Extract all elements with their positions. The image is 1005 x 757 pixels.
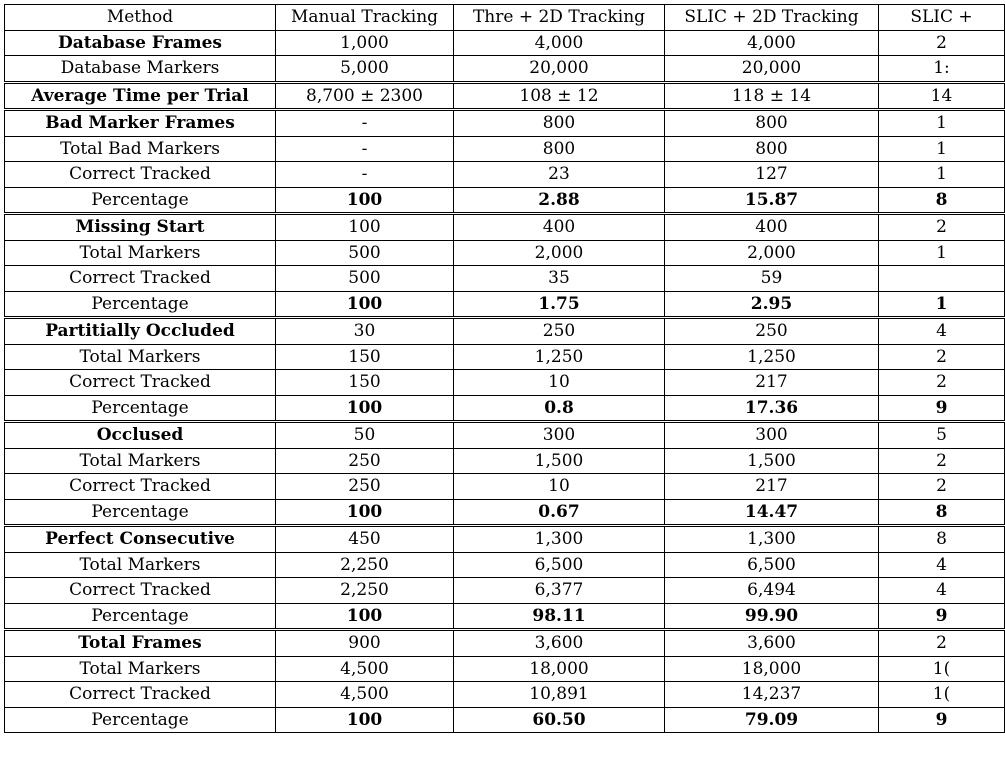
slic-value: 2,000 [665,240,879,266]
row-label: Average Time per Trial [5,82,276,110]
table-row [5,110,1005,137]
row-label: Total Markers [5,448,276,474]
slic-cut-value: 2 [879,448,1005,474]
row-label: Percentage [5,499,276,526]
thre-value: 800 [454,136,665,162]
slic-value: 59 [665,266,879,292]
table-row [5,136,1005,162]
row-label: Database Markers [5,56,276,83]
slic-value: 127 [665,162,879,188]
row-label: Bad Marker Frames [5,110,276,137]
row-label: Total Markers [5,344,276,370]
slic-value: 1,250 [665,344,879,370]
header-manual-tracking: Manual Tracking [276,5,454,31]
table-row [5,214,1005,241]
thre-value: 1,300 [454,526,665,553]
table-row [5,422,1005,449]
manual-value: 500 [276,266,454,292]
table-row [5,240,1005,266]
thre-value: 1,500 [454,448,665,474]
thre-value: 10 [454,370,665,396]
slic-value: 14.47 [665,499,879,526]
slic-value: 217 [665,370,879,396]
manual-value: 500 [276,240,454,266]
results-table [4,4,1005,733]
table-row [5,370,1005,396]
manual-value: 4,500 [276,682,454,708]
row-label: Total Markers [5,240,276,266]
row-label: Perfect Consecutive [5,526,276,553]
manual-value: 100 [276,187,454,214]
thre-value: 300 [454,422,665,449]
slic-cut-value: 2 [879,370,1005,396]
slic-value: 217 [665,474,879,500]
row-label: Database Frames [5,30,276,56]
thre-value: 20,000 [454,56,665,83]
slic-value: 800 [665,136,879,162]
thre-value: 4,000 [454,30,665,56]
manual-value: - [276,110,454,137]
manual-value: 4,500 [276,656,454,682]
thre-value: 98.11 [454,603,665,630]
slic-value: 99.90 [665,603,879,630]
manual-value: 250 [276,448,454,474]
slic-cut-value: 8 [879,499,1005,526]
manual-value: 150 [276,370,454,396]
slic-value: 18,000 [665,656,879,682]
row-label: Total Markers [5,656,276,682]
thre-value: 250 [454,318,665,345]
slic-cut-value: 1 [879,291,1005,318]
header-method: Method [5,5,276,31]
thre-value: 400 [454,214,665,241]
manual-value: 150 [276,344,454,370]
row-label: Percentage [5,603,276,630]
thre-value: 6,500 [454,552,665,578]
slic-cut-value: 1 [879,110,1005,137]
manual-value: 450 [276,526,454,553]
table-row [5,266,1005,292]
slic-value: 118 ± 14 [665,82,879,110]
row-label: Correct Tracked [5,266,276,292]
table-row [5,291,1005,318]
thre-value: 60.50 [454,707,665,733]
table-row [5,656,1005,682]
slic-value: 1,300 [665,526,879,553]
table-row [5,526,1005,553]
manual-value: 8,700 ± 2300 [276,82,454,110]
thre-value: 2,000 [454,240,665,266]
table-row [5,395,1005,422]
manual-value: 2,250 [276,578,454,604]
thre-value: 1,250 [454,344,665,370]
row-label: Total Frames [5,630,276,657]
table-row [5,162,1005,188]
slic-cut-value: 1 [879,136,1005,162]
manual-value: 50 [276,422,454,449]
row-label: Missing Start [5,214,276,241]
thre-value: 6,377 [454,578,665,604]
table-row [5,448,1005,474]
slic-value: 6,500 [665,552,879,578]
slic-value: 17.36 [665,395,879,422]
manual-value: 900 [276,630,454,657]
slic-value: 1,500 [665,448,879,474]
table-row [5,474,1005,500]
thre-value: 0.8 [454,395,665,422]
manual-value: 100 [276,499,454,526]
thre-value: 18,000 [454,656,665,682]
slic-cut-value: 4 [879,318,1005,345]
thre-value: 10 [454,474,665,500]
slic-value: 400 [665,214,879,241]
slic-cut-value: 4 [879,552,1005,578]
slic-value: 6,494 [665,578,879,604]
table-row [5,499,1005,526]
thre-value: 10,891 [454,682,665,708]
manual-value: 100 [276,707,454,733]
table-row [5,578,1005,604]
row-label: Correct Tracked [5,474,276,500]
header-slic-2d-tracking: SLIC + 2D Tracking [665,5,879,31]
header-thre-2d-tracking: Thre + 2D Tracking [454,5,665,31]
row-label: Correct Tracked [5,370,276,396]
slic-cut-value: 9 [879,707,1005,733]
table-row [5,552,1005,578]
slic-cut-value: 1( [879,682,1005,708]
row-label: Total Bad Markers [5,136,276,162]
slic-value: 79.09 [665,707,879,733]
thre-value: 0.67 [454,499,665,526]
table-row [5,30,1005,56]
slic-cut-value: 2 [879,474,1005,500]
row-label: Percentage [5,707,276,733]
table-row [5,82,1005,110]
slic-cut-value: 14 [879,82,1005,110]
slic-cut-value: 5 [879,422,1005,449]
thre-value: 2.88 [454,187,665,214]
row-label: Percentage [5,187,276,214]
thre-value: 108 ± 12 [454,82,665,110]
thre-value: 35 [454,266,665,292]
table-row [5,318,1005,345]
slic-value: 800 [665,110,879,137]
manual-value: 100 [276,603,454,630]
row-label: Occlused [5,422,276,449]
table-row [5,707,1005,733]
slic-value: 20,000 [665,56,879,83]
slic-cut-value: 9 [879,395,1005,422]
manual-value: 2,250 [276,552,454,578]
slic-value: 14,237 [665,682,879,708]
manual-value: 100 [276,291,454,318]
slic-value: 300 [665,422,879,449]
thre-value: 1.75 [454,291,665,318]
slic-cut-value: 1 [879,240,1005,266]
header-slic-cut: SLIC + [879,5,1005,31]
results-table-body [5,5,1005,733]
slic-value: 250 [665,318,879,345]
slic-value: 4,000 [665,30,879,56]
table-row [5,603,1005,630]
table-row [5,344,1005,370]
slic-cut-value: 4 [879,578,1005,604]
slic-cut-value: 8 [879,187,1005,214]
table-row [5,187,1005,214]
slic-cut-value: 1 [879,162,1005,188]
table-row [5,630,1005,657]
slic-cut-value: 1: [879,56,1005,83]
manual-value: 100 [276,214,454,241]
manual-value: 5,000 [276,56,454,83]
table-row [5,682,1005,708]
manual-value: - [276,136,454,162]
slic-cut-value: 2 [879,344,1005,370]
row-label: Total Markers [5,552,276,578]
manual-value: 30 [276,318,454,345]
thre-value: 3,600 [454,630,665,657]
slic-value: 2.95 [665,291,879,318]
row-label: Percentage [5,291,276,318]
slic-cut-value: 8 [879,526,1005,553]
header-row [5,5,1005,31]
row-label: Correct Tracked [5,162,276,188]
table-row [5,56,1005,83]
slic-cut-value: 9 [879,603,1005,630]
manual-value: 250 [276,474,454,500]
row-label: Partitially Occluded [5,318,276,345]
slic-cut-value [879,266,1005,292]
row-label: Correct Tracked [5,682,276,708]
slic-value: 3,600 [665,630,879,657]
thre-value: 800 [454,110,665,137]
row-label: Percentage [5,395,276,422]
slic-cut-value: 2 [879,30,1005,56]
manual-value: - [276,162,454,188]
slic-value: 15.87 [665,187,879,214]
slic-cut-value: 2 [879,214,1005,241]
slic-cut-value: 1( [879,656,1005,682]
slic-cut-value: 2 [879,630,1005,657]
manual-value: 100 [276,395,454,422]
row-label: Correct Tracked [5,578,276,604]
thre-value: 23 [454,162,665,188]
manual-value: 1,000 [276,30,454,56]
